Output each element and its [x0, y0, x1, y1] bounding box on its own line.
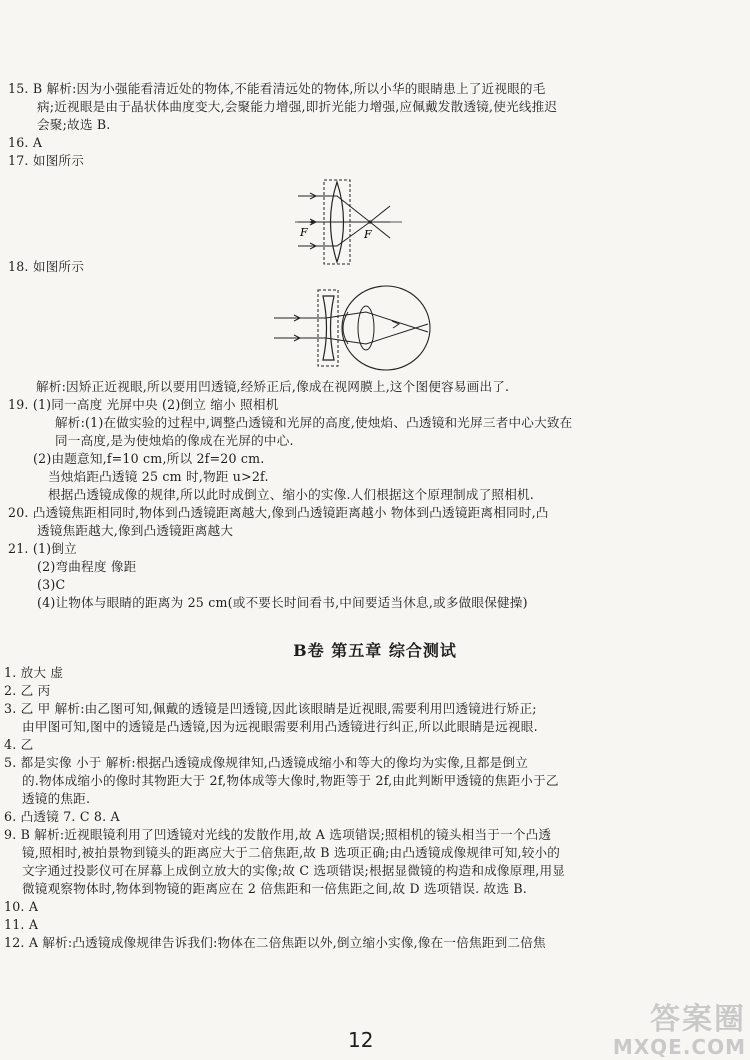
b-answer-5-line-3: 透镜的焦距. [22, 791, 91, 806]
b-answer-9-line-2: 镜,照相时,被拍景物到镜头的距离应大于二倍焦距,故 B 选项正确;由凸透镜成像规律可知,较小的 [22, 845, 561, 860]
answer-18-explanation: 解析:因矫正近视眼,所以要用凹透镜,经矫正后,像成在视网膜上,这个图便容易画出了. [36, 379, 510, 394]
b-answer-3-line-2: 由甲图可知,图中的透镜是凸透镜,因为远视眼需要利用凸透镜进行纠正,所以此眼睛是远视眼. [22, 719, 538, 734]
answer-15-line-1: 15. B 解析:因为小强能看清近处的物体,不能看清远处的物体,所以小华的眼睛患上了近视眼的毛 [8, 81, 546, 96]
answer-19-explanation-2: 同一高度,是为使烛焰的像成在光屏的中心. [55, 433, 294, 448]
answer-21-part-4: (4)让物体与眼睛的距离为 25 cm(或不要长时间看书,中间要适当休息,或多做眼保健操) [37, 595, 528, 610]
b-answer-10: 10. A [4, 899, 39, 914]
b-answer-5-line-2: 的.物体成缩小的像时其物距大于 2f,物体成等大像时,物距等于 2f,由此判断甲透镜的焦距小于乙 [22, 773, 559, 788]
convex-lens-diagram [290, 176, 410, 268]
answer-15-line-2: 病;近视眼是由于晶状体曲度变大,会聚能力增强,即折光能力增强,应佩戴发散透镜,使光线推迟 [37, 99, 558, 114]
answer-20-line-1: 20. 凸透镜焦距相同时,物体到凸透镜距离越大,像到凸透镜距离越小 物体到凸透镜距离相同时,凸 [8, 505, 549, 520]
watermark-line-2: MXQE.COM [612, 1035, 746, 1059]
concave-lens-frame [318, 290, 338, 366]
answer-18: 18. 如图所示 [8, 259, 85, 274]
answer-19-part-1: 19. (1)同一高度 光屏中央 (2)倒立 缩小 照相机 [8, 397, 279, 412]
answer-21-part-2: (2)弯曲程度 像距 [37, 559, 137, 574]
b-answer-5-line-1: 5. 都是实像 小于 解析:根据凸透镜成像规律知,凸透镜成缩小和等大的像均为实像,且都是倒立 [4, 755, 529, 770]
answer-19-line-distance: 当烛焰距凸透镜 25 cm 时,物距 u>2f. [48, 469, 269, 484]
b-answer-1: 1. 放大 虚 [4, 665, 64, 680]
answer-20-line-2: 透镜焦距越大,像到凸透镜距离越大 [37, 523, 234, 538]
watermark-line-1: 答案圈 [650, 1002, 746, 1037]
section-heading: B卷 第五章 综合测试 [293, 641, 457, 660]
answer-19-part-2: (2)由题意知,f=10 cm,所以 2f=20 cm. [33, 451, 265, 466]
answer-16: 16. A [8, 135, 43, 150]
focal-point-right [368, 220, 371, 223]
b-answer-6-8: 6. 凸透镜 7. C 8. A [4, 809, 120, 824]
b-answer-3-line-1: 3. 乙 甲 解析:由乙图可知,佩戴的透镜是凹透镜,因此该眼睛是近视眼,需要利用凹透镜进行矫正; [4, 701, 537, 716]
b-answer-2: 2. 乙 丙 [4, 683, 51, 698]
ray-upper [274, 312, 428, 332]
b-answer-9-line-1: 9. B 解析:近视眼镜利用了凹透镜对光线的发散作用,故 A 选项错误;照相机的镜头相当于一个凸透 [4, 827, 552, 842]
ray-lower [274, 324, 428, 344]
answer-19-line-conclusion: 根据凸透镜成像的规律,所以此时成倒立、缩小的实像.人们根据这个原理制成了照相机. [48, 487, 534, 502]
page-number: 12 [348, 1028, 374, 1052]
focus-label-right: F [364, 228, 372, 241]
watermark-logo [613, 1004, 746, 1058]
b-answer-4: 4. 乙 [4, 737, 34, 752]
answer-17: 17. 如图所示 [8, 153, 85, 168]
b-answer-9-line-3: 文字通过投影仪可在屏幕上成倒立放大的实像;故 C 选项错误;根据显微镜的构造和成像原理,用显 [22, 863, 566, 878]
answer-19-explanation-1: 解析:(1)在做实验的过程中,调整凸透镜和光屏的高度,使烛焰、凸透镜和光屏三者中心大致在 [55, 415, 573, 430]
focal-point-left [310, 220, 313, 223]
myopia-correction-diagram [268, 282, 438, 374]
b-answer-9-line-4: 微镜观察物体时,物体到物镜的距离应在 2 倍焦距和一倍焦距之间,故 D 选项错误. 故选 B. [22, 881, 527, 896]
answer-15-line-3: 会聚;故选 B. [37, 117, 111, 132]
answer-21-part-3: (3)C [37, 577, 66, 592]
b-answer-12: 12. A 解析:凸透镜成像规律告诉我们:物体在二倍焦距以外,倒立缩小实像,像在一倍焦距到二倍焦 [4, 935, 546, 950]
b-answer-11: 11. A [4, 917, 39, 932]
focus-label-left: F [300, 226, 308, 239]
concave-lens [323, 296, 334, 360]
answer-21-part-1: 21. (1)倒立 [8, 541, 77, 556]
